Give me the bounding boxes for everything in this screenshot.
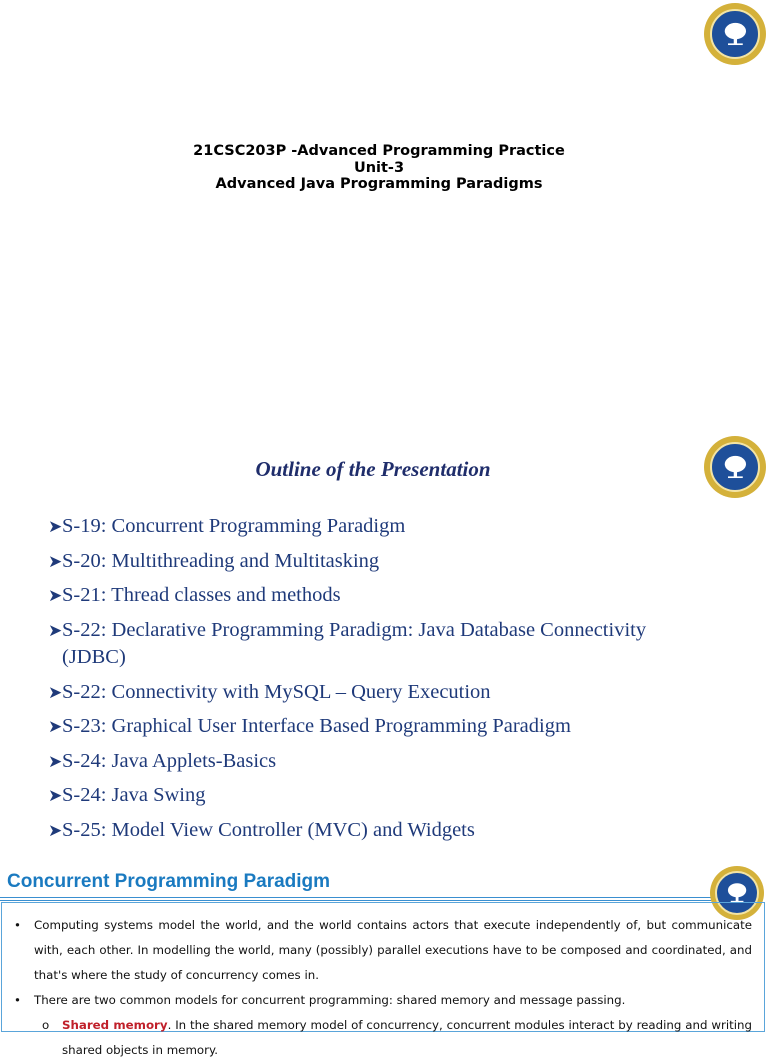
list-item-text: S-23: Graphical User Interface Based Programming Paradigm (62, 715, 571, 737)
list-item (48, 679, 688, 707)
sub-list-item-text: . In the shared memory model of concurrency, concurrent modules interact by reading and writing shared objects in memory. (62, 1018, 752, 1057)
title-block (0, 143, 758, 193)
list-item (48, 617, 688, 672)
list-item (48, 782, 688, 810)
outline-heading: Outline of the Presentation (255, 457, 491, 481)
list-item-text: S-20: Multithreading and Multitasking (62, 549, 380, 572)
list-item-text: Computing systems model the world, and the world contains actors that execute independently of, but communicate with, each other. In modelling the world, many (possibly) parallel executions have to be composed and coordinated, and that's where the study of concurrency comes in. (34, 918, 752, 982)
arrow-bullet-icon: ➤ (48, 682, 63, 702)
list-item-text: S-21: Thread classes and methods (62, 584, 341, 606)
arrow-bullet-icon: ➤ (48, 586, 63, 605)
content-box (1, 902, 765, 1057)
list-item-text: There are two common models for concurrent programming: shared memory and message passing. (34, 993, 626, 1007)
list-item (48, 748, 688, 776)
tree-emblem-icon (719, 18, 752, 51)
list-item (48, 548, 688, 576)
arrow-bullet-icon: ➤ (48, 517, 63, 536)
list-item (14, 913, 752, 988)
course-title: 21CSC203P -Advanced Programming Practice (193, 143, 565, 159)
list-item (14, 988, 752, 1013)
bullet-icon: • (14, 918, 21, 932)
list-item-text: S-22: Declarative Programming Paradigm: Java Database Connectivity (JDBC) (62, 618, 647, 668)
bullet-list (14, 913, 752, 1063)
list-item (48, 513, 688, 541)
list-item-text: S-24: Java Swing (62, 784, 206, 806)
slide-concurrent-paradigm (0, 860, 768, 1057)
arrow-bullet-icon: ➤ (48, 717, 63, 736)
list-item-text: S-24: Java Applets-Basics (62, 749, 277, 772)
slide-title (0, 0, 768, 420)
list-item (48, 713, 688, 741)
list-item-text: S-25: Model View Controller (MVC) and Widgets (62, 818, 475, 841)
outline-list (48, 513, 688, 851)
unit-subtitle: Advanced Java Programming Paradigms (215, 176, 543, 192)
list-item (48, 582, 688, 610)
bullet-icon: • (14, 993, 21, 1007)
slide-heading: Concurrent Programming Paradigm (7, 871, 331, 892)
bullet-icon: o (42, 1018, 50, 1032)
sub-list-item (14, 1013, 752, 1063)
list-item-text: S-22: Connectivity with MySQL – Query Execution (62, 680, 491, 703)
divider (0, 900, 712, 901)
list-item-text: S-19: Concurrent Programming Paradigm (62, 515, 406, 537)
list-item (48, 817, 688, 845)
arrow-bullet-icon: ➤ (48, 620, 63, 640)
university-logo-icon (704, 3, 766, 65)
arrow-bullet-icon: ➤ (48, 551, 63, 571)
divider (0, 897, 712, 898)
unit-title: Unit-3 (353, 159, 405, 176)
arrow-bullet-icon: ➤ (48, 751, 63, 771)
arrow-bullet-icon: ➤ (48, 820, 63, 840)
arrow-bullet-icon: ➤ (48, 786, 63, 805)
slide-outline (0, 420, 768, 860)
term-highlight: Shared memory (62, 1018, 168, 1032)
